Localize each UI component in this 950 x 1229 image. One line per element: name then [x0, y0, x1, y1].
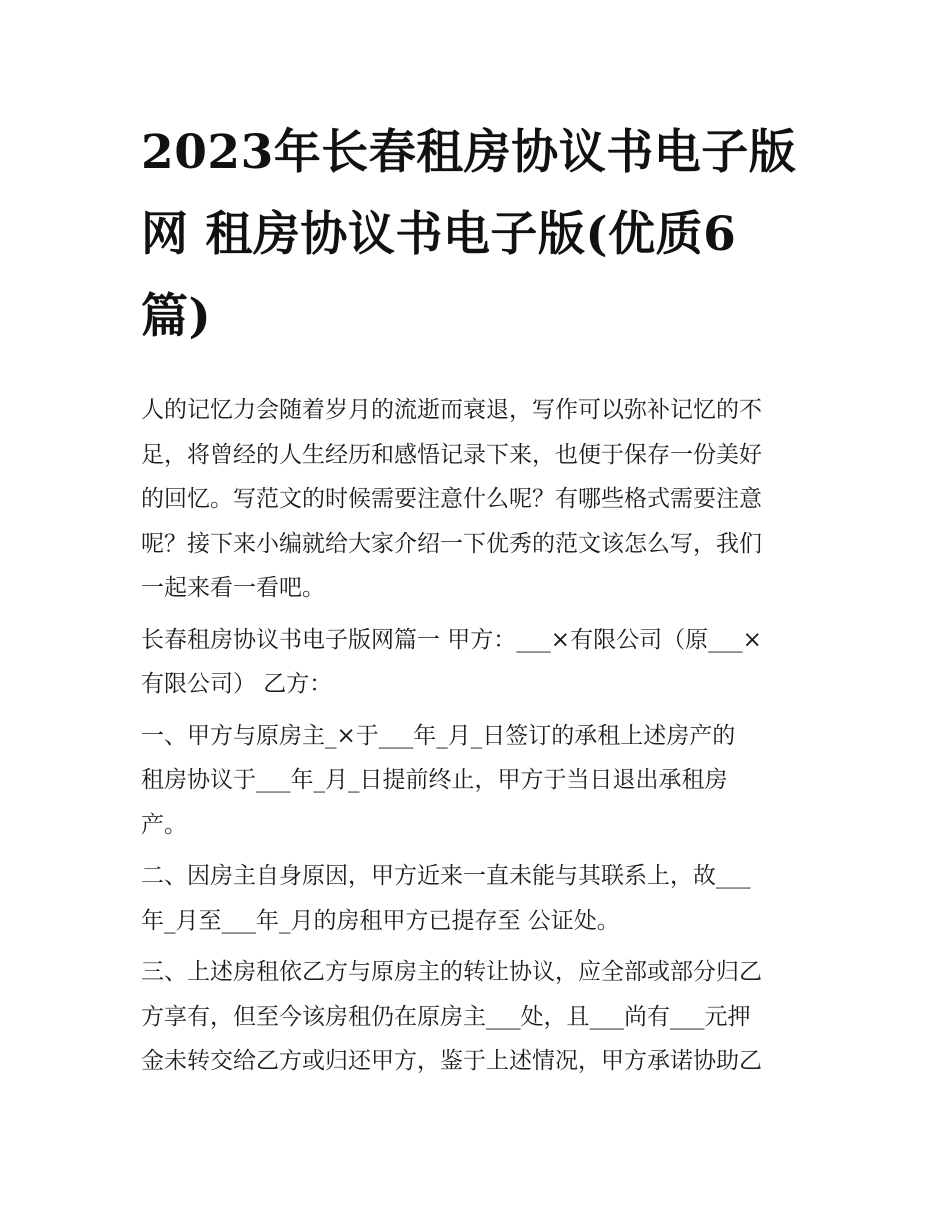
title-line: 2023年长春租房协议书电子版 — [141, 125, 797, 180]
text-line: 年_月至___年_月的房租甲方已提存至 公证处。 — [141, 907, 620, 934]
clause-3-paragraph — [141, 950, 821, 1084]
text-line: 金未转交给乙方或归还甲方，鉴于上述情况，甲方承诺协助乙 — [141, 1048, 762, 1074]
title-line: 网 租房协议书电子版(优质6 — [141, 207, 737, 262]
document-page — [141, 112, 821, 1091]
text-line: 产。 — [141, 811, 187, 838]
parties-paragraph — [141, 618, 821, 707]
text-line: 三、上述房租依乙方与原房主的转让协议，应全部或部分归乙 — [141, 959, 762, 985]
clause-1-paragraph — [141, 714, 821, 848]
document-title — [141, 112, 821, 358]
text-line: 租房协议于___年_月_日提前终止，甲方于当日退出承租房 — [141, 767, 728, 793]
text-line: 长春租房协议书电子版网篇一 甲方：___×有限公司（原___× — [141, 626, 762, 653]
text-line: 的回忆。写范文的时候需要注意什么呢？有哪些格式需要注意 — [141, 486, 762, 512]
document-body — [141, 388, 821, 1084]
text-line: 呢？接下来小编就给大家介绍一下优秀的范文该怎么写，我们 — [141, 530, 762, 557]
text-line: 人的记忆力会随着岁月的流逝而衰退，写作可以弥补记忆的不 — [141, 397, 762, 423]
clause-2-paragraph — [141, 854, 821, 943]
text-line: 二、因房主自身原因，甲方近来一直未能与其联系上，故___ — [141, 863, 751, 889]
text-line: 足，将曾经的人生经历和感悟记录下来，也便于保存一份美好 — [141, 441, 762, 468]
intro-paragraph — [141, 388, 821, 611]
text-line: 方享有，但至今该房租仍在原房主___处，且___尚有___元押 — [141, 1003, 751, 1030]
text-line: 一、甲方与原房主_×于___年_月_日签订的承租上述房产的 — [141, 722, 736, 749]
title-line: 篇) — [141, 289, 212, 344]
text-line: 有限公司） 乙方： — [141, 671, 333, 697]
text-line: 一起来看一看吧。 — [141, 575, 325, 601]
